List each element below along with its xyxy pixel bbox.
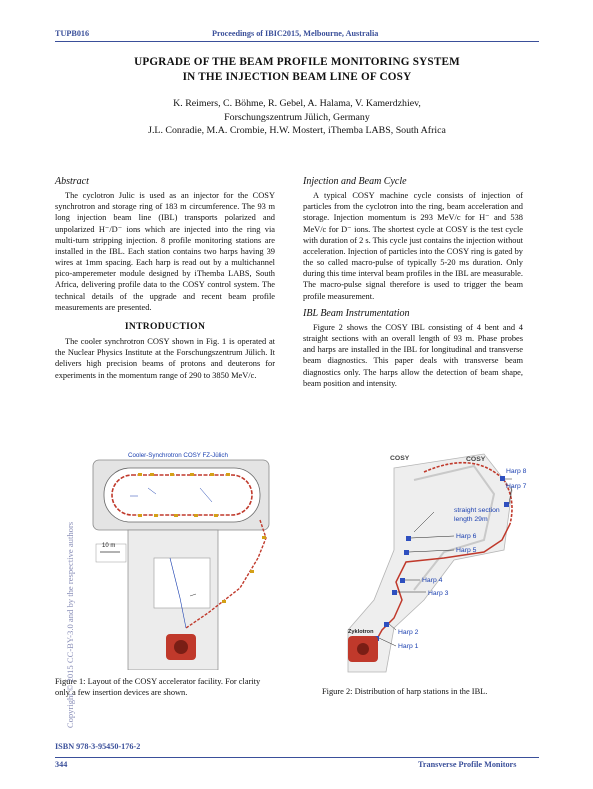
straight-section-label: straight section xyxy=(454,507,500,514)
scale-label: 10 m xyxy=(102,543,116,549)
straight-length-label: length 29m xyxy=(454,516,488,523)
figure-2-harp-distribution xyxy=(334,450,534,678)
left-column xyxy=(55,176,275,381)
harp-4-marker xyxy=(400,578,405,583)
abstract-text: The cyclotron Julic is used as an injector for the COSY synchrotron and storage ring of 183 m circumference. The 93 m long injection beam line (IBL) transports polarized and unpolarized H⁻/D⁻ ions which are injected into the ring via multi-turn stripping injection. 8 profile monitoring stations are installed in the IBL. Each station contains two harps having 39 wires at 1mm spacing. Each harp is read out by a multichannel pico-amperemeter module designed by iThemba LABS, South Africa, delivering profile data to the COSY control system. The technical details of the upgrade and recent beam profile measurements are presented. xyxy=(55,191,275,312)
harp-8-label: Harp 8 xyxy=(506,468,527,475)
ibl-text: Figure 2 shows the COSY IBL consisting of 4 bent and 4 straight sections with an overall length of 93 m. Phase probes and harps are installed in the IBL for longitudinal and transverse beam diagnostics. This paper deals with transverse beam diagnostics only. The harps allow the detection of beam shape, beam position and intensity. xyxy=(303,322,523,388)
harp-6-marker xyxy=(406,536,411,541)
harp-5-label: Harp 5 xyxy=(456,547,477,554)
harp-7-label: Harp 7 xyxy=(506,483,527,490)
harp-2-label: Harp 2 xyxy=(398,629,419,636)
harp-3-label: Harp 3 xyxy=(428,590,449,597)
title-line-1: UPGRADE OF THE BEAM PROFILE MONITORING SYSTEM xyxy=(134,56,460,68)
injection-heading: Injection and Beam Cycle xyxy=(303,176,407,187)
figure-1-caption: Figure 1: Layout of the COSY accelerator facility. For clarity only a few insertion devices are shown. xyxy=(55,677,261,698)
title-line-2: IN THE INJECTION BEAM LINE OF COSY xyxy=(182,71,412,83)
introduction-heading: INTRODUCTION xyxy=(124,320,206,332)
harp-8-marker xyxy=(500,476,505,481)
harp-7-marker xyxy=(504,502,509,507)
section-name: Transverse Profile Monitors xyxy=(418,760,517,769)
header-rule xyxy=(55,41,539,42)
harp-3-marker xyxy=(392,590,397,595)
cosy-left-label: COSY xyxy=(390,455,410,462)
authors-line-2: J.L. Conradie, M.A. Crombie, H.W. Mostert, iThemba LABS, South Africa xyxy=(148,125,446,136)
figure-1-title-label: Cooler-Synchrotron COSY FZ-Jülich xyxy=(128,452,228,459)
affiliation-line: Forschungszentrum Jülich, Germany xyxy=(224,111,370,123)
right-column xyxy=(303,176,523,389)
ibl-heading: IBL Beam Instrumentation xyxy=(303,307,410,319)
harp-6-label: Harp 6 xyxy=(456,533,477,540)
footer-rule xyxy=(55,757,539,758)
author-block xyxy=(55,97,539,138)
cyclotron-core-fig2 xyxy=(357,643,369,655)
harp-5-marker xyxy=(404,550,409,555)
injection-text: A typical COSY machine cycle consists of injection of particles from the cyclotron into the ring, beam acceleration and storage. Injection momentum is 293 MeV/c for H⁻ and 538 MeV/c for D⁻ ions. The shortest cycle at COSY is the test cycle with duration of 2 s. This cycle just contains the injection without acceleration. Injection of particles into the COSY ring is gated by the so called macro-pulse of typically 5-20 ms duration. Only during this time interval beam profiles in the IBL are measurable. The macro-pulse signal therefore is used to trigger the beam profile measurement. xyxy=(303,191,523,301)
introduction-text: The cooler synchrotron COSY shown in Fig. 1 is operated at the Nuclear Physics Institute at the Forschungszentrum Jülich. It delivers high precision beams of protons and deuterons for experiments in the momentum range of 290 to 3850 MeV/c. xyxy=(55,337,275,380)
injection-hall xyxy=(154,558,210,608)
isbn: ISBN 978-3-95450-176-2 xyxy=(55,742,141,751)
cyclotron-core xyxy=(174,640,188,654)
figure-1-cosy-layout xyxy=(90,448,272,670)
cosy-top-label: COSY xyxy=(466,456,486,463)
authors-line-1: K. Reimers, C. Böhme, R. Gebel, A. Halama, V. Kamerdzhiev, xyxy=(173,98,421,109)
copyright-notice: Copyright © 2015 CC-BY-3.0 and by the respective authors xyxy=(65,521,75,729)
proceedings-title: Proceedings of IBIC2015, Melbourne, Australia xyxy=(212,29,379,38)
figure-2-caption: Figure 2: Distribution of harp stations in the IBL. xyxy=(322,687,488,696)
paper-title xyxy=(55,55,539,85)
harp-1-label: Harp 1 xyxy=(398,643,419,650)
abstract-heading: Abstract xyxy=(55,176,89,187)
page-number: 344 xyxy=(55,760,68,769)
harp-4-label: Harp 4 xyxy=(422,577,443,584)
paper-id: TUPB016 xyxy=(55,29,90,38)
harp-2-marker xyxy=(384,622,389,627)
cyclotron-label: Zyklotron xyxy=(348,629,374,635)
